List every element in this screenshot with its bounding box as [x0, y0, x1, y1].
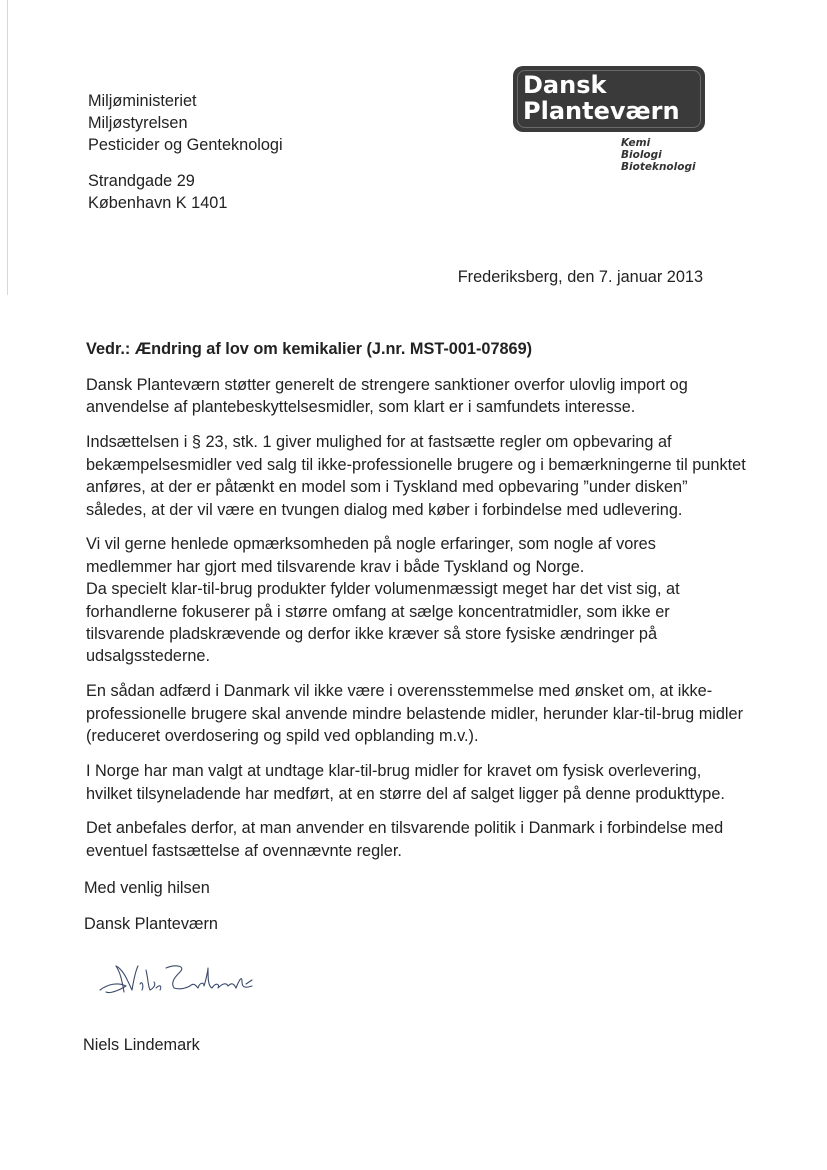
logo-tag: Biologi	[621, 149, 662, 161]
body-paragraph: Indsættelsen i § 23, stk. 1 giver mulighed for at fastsætte regler om opbevaring af bekæmpelsesmidler ved salg til ikke-professionelle brugere og i bemærkningerne til punktet anføres, at der er påtænkt en model som i Tyskland med opbevaring ”under disken” således, at der vil være en tvungen dialog med køber i forbindelse med udlevering.	[86, 433, 746, 519]
recipient-street: Strandgade 29	[88, 172, 195, 190]
recipient-city: København K 1401	[88, 194, 228, 212]
scan-edge-line	[7, 0, 8, 295]
logo-line-1: Dansk	[523, 71, 607, 99]
logo-line-2: Planteværn	[523, 97, 680, 125]
handwritten-signature	[96, 958, 256, 1002]
logo-tag: Kemi	[621, 137, 651, 149]
body-paragraph: Det anbefales derfor, at man anvender en tilsvarende politik i Danmark i forbindelse med eventuel fastsættelse af ovennævnte regler.	[86, 819, 724, 860]
logo-taglines	[621, 137, 696, 173]
closing-greeting: Med venlig hilsen	[84, 879, 210, 897]
recipient-address-block	[88, 90, 283, 214]
recipient-line: Miljøstyrelsen	[88, 114, 188, 132]
recipient-line: Miljøministeriet	[88, 92, 197, 110]
body-paragraph: En sådan adfærd i Danmark vil ikke være i overensstemmelse med ønsket om, at ikke-professionelle brugere skal anvende mindre belastende midler, herunder klar-til-brug midler (reduceret overdosering og spild ved opblanding m.v.).	[86, 682, 744, 746]
letter-date: Frederiksberg, den 7. januar 2013	[457, 268, 703, 286]
letter-closing	[84, 877, 218, 949]
body-paragraph: I Norge har man valgt at undtage klar-til-brug midler for kravet om fysisk overlevering, hvilket tilsyneladende har medført, at en større del af salget ligger på denne produkttype.	[86, 762, 725, 803]
recipient-line: Pesticider og Genteknologi	[88, 136, 283, 154]
letter-body	[86, 374, 746, 875]
body-paragraph: Vi vil gerne henlede opmærksomheden på nogle erfaringer, som nogle af vores medlemmer har gjort med tilsvarende krav i både Tyskland og Norge. Da specielt klar-til-brug produkter fylder volumenmæssigt meget har det vist sig, at forhandlerne fokuserer på i større omfang at sælge koncentratmidler, som ikke er tilsvarende pladskrævende og derfor ikke kræver så store fysiske ændringer på udsalgsstederne.	[86, 535, 680, 666]
letter-subject: Vedr.: Ændring af lov om kemikalier (J.nr. MST-001-07869)	[86, 340, 533, 358]
company-logo	[513, 66, 705, 132]
closing-organization: Dansk Planteværn	[84, 915, 218, 933]
body-paragraph: Dansk Planteværn støtter generelt de strengere sanktioner overfor ulovlig import og anvendelse af plantebeskyttelsesmidler, som klart er i samfundets interesse.	[86, 376, 688, 417]
signer-name: Niels Lindemark	[83, 1036, 200, 1054]
logo-tag: Bioteknologi	[621, 161, 696, 173]
